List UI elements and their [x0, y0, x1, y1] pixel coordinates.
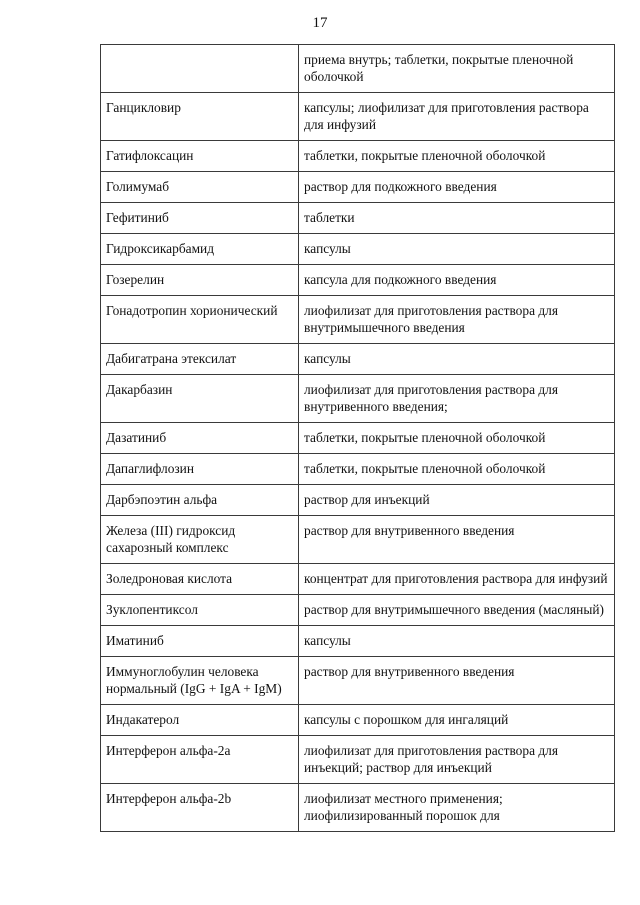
- dosage-form-cell: лиофилизат для приготовления раствора для инъекций; раствор для инъекций: [299, 736, 615, 784]
- dosage-form-cell: раствор для внутривенного введения: [299, 657, 615, 705]
- table-row: [101, 485, 615, 516]
- dosage-form-cell: капсулы с порошком для ингаляций: [299, 705, 615, 736]
- dosage-form-cell: таблетки, покрытые пленочной оболочкой: [299, 454, 615, 485]
- drug-table-body: [101, 45, 615, 832]
- drug-name-cell: Дазатиниб: [101, 423, 299, 454]
- drug-name-cell: Зуклопентиксол: [101, 595, 299, 626]
- table-row: [101, 454, 615, 485]
- drug-name-cell: Гидроксикарбамид: [101, 234, 299, 265]
- drug-name-cell: Дакарбазин: [101, 375, 299, 423]
- table-row: [101, 234, 615, 265]
- table-row: [101, 344, 615, 375]
- drug-name-cell: Голимумаб: [101, 172, 299, 203]
- dosage-form-cell: капсулы; лиофилизат для приготовления раствора для инфузий: [299, 93, 615, 141]
- table-row: [101, 375, 615, 423]
- drug-name-cell: Железа (III) гидроксид сахарозный комплекс: [101, 516, 299, 564]
- drug-name-cell: Дапаглифлозин: [101, 454, 299, 485]
- table-row: [101, 564, 615, 595]
- table-row: [101, 203, 615, 234]
- table-row: [101, 516, 615, 564]
- drug-name-cell: Индакатерол: [101, 705, 299, 736]
- table-row: [101, 141, 615, 172]
- table-row: [101, 172, 615, 203]
- dosage-form-cell: таблетки, покрытые пленочной оболочкой: [299, 141, 615, 172]
- dosage-form-cell: таблетки: [299, 203, 615, 234]
- page-number: 17: [312, 15, 328, 31]
- drug-table: [100, 44, 615, 832]
- table-row: [101, 93, 615, 141]
- dosage-form-cell: раствор для инъекций: [299, 485, 615, 516]
- dosage-form-cell: лиофилизат для приготовления раствора для внутримышечного введения: [299, 296, 615, 344]
- table-row: [101, 657, 615, 705]
- drug-name-cell: Гозерелин: [101, 265, 299, 296]
- table-row: [101, 705, 615, 736]
- table-row: [101, 784, 615, 832]
- dosage-form-cell: капсулы: [299, 234, 615, 265]
- dosage-form-cell: лиофилизат местного применения; лиофилизированный порошок для: [299, 784, 615, 832]
- drug-name-cell: Интерферон альфа-2b: [101, 784, 299, 832]
- dosage-form-cell: капсулы: [299, 626, 615, 657]
- dosage-form-cell: лиофилизат для приготовления раствора для внутривенного введения;: [299, 375, 615, 423]
- drug-name-cell: Гефитиниб: [101, 203, 299, 234]
- table-row: [101, 626, 615, 657]
- drug-name-cell: Интерферон альфа-2а: [101, 736, 299, 784]
- drug-name-cell: [101, 45, 299, 93]
- dosage-form-cell: капсулы: [299, 344, 615, 375]
- drug-name-cell: Золедроновая кислота: [101, 564, 299, 595]
- dosage-form-cell: раствор для подкожного введения: [299, 172, 615, 203]
- dosage-form-cell: таблетки, покрытые пленочной оболочкой: [299, 423, 615, 454]
- dosage-form-cell: раствор для внутримышечного введения (масляный): [299, 595, 615, 626]
- table-row: [101, 736, 615, 784]
- dosage-form-cell: раствор для внутривенного введения: [299, 516, 615, 564]
- drug-name-cell: Гонадотропин хорионический: [101, 296, 299, 344]
- table-row: [101, 45, 615, 93]
- drug-name-cell: Дабигатрана этексилат: [101, 344, 299, 375]
- dosage-form-cell: концентрат для приготовления раствора для инфузий: [299, 564, 615, 595]
- table-row: [101, 265, 615, 296]
- drug-name-cell: Иммуноглобулин человека нормальный (IgG + IgA + IgM): [101, 657, 299, 705]
- table-row: [101, 296, 615, 344]
- drug-name-cell: Дарбэпоэтин альфа: [101, 485, 299, 516]
- dosage-form-cell: капсула для подкожного введения: [299, 265, 615, 296]
- table-row: [101, 595, 615, 626]
- drug-name-cell: Ганцикловир: [101, 93, 299, 141]
- table-row: [101, 423, 615, 454]
- dosage-form-cell: приема внутрь; таблетки, покрытые пленочной оболочкой: [299, 45, 615, 93]
- drug-name-cell: Иматиниб: [101, 626, 299, 657]
- drug-name-cell: Гатифлоксацин: [101, 141, 299, 172]
